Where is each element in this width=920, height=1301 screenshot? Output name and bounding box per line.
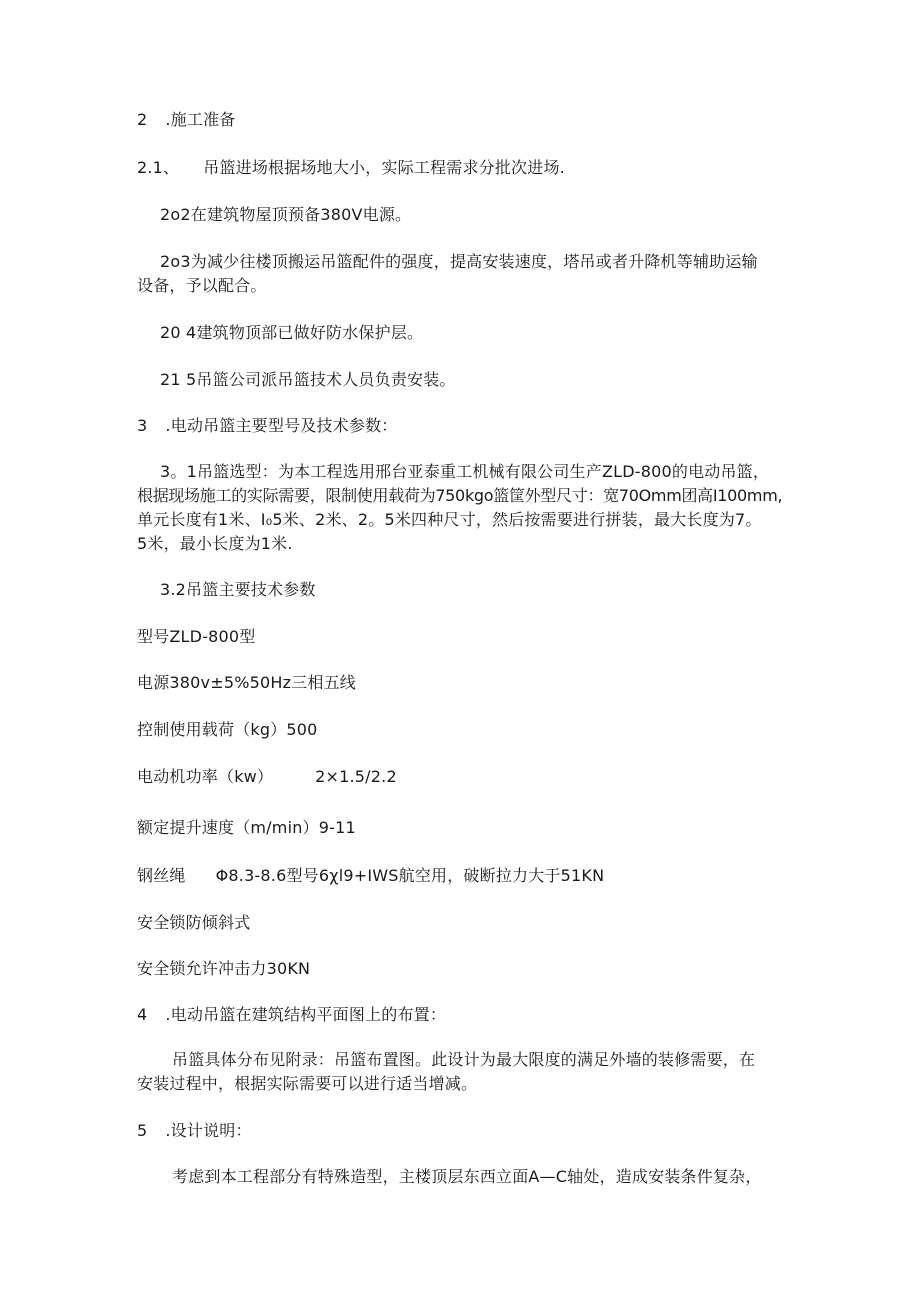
param-model: 型号ZLD-800型 (137, 627, 256, 646)
section-2-heading (137, 110, 235, 130)
param-motor-power-label: 电动机功率（kw） (137, 767, 274, 786)
param-safety-lock-type: 安全锁防倾斜式 (137, 913, 251, 932)
section-2-title: .施工准备 (165, 110, 236, 129)
section-3-title: .电动吊篮主要型号及技术参数： (165, 416, 398, 435)
section-5-number: 5 (137, 1121, 148, 1140)
param-lift-speed: 额定提升速度（m∕min）9-11 (137, 818, 356, 837)
paragraph-3-2: 3.2吊篮主要技术参数 (160, 580, 316, 599)
paragraph-3-1-line-3: 单元长度有1米、I₀5米、2米、2。5米四种尺寸，然后按需要进行拼装，最大长度为7。 (137, 510, 762, 529)
paragraph-2-4: 20 4建筑物顶部已做好防水保护层。 (160, 323, 424, 342)
section-4-heading (137, 1005, 446, 1025)
paragraph-5-line-1: 考虑到本工程部分有特殊造型，主楼顶层东西立面A—C轴处，造成安装条件复杂， (172, 1167, 762, 1186)
section-4-number: 4 (137, 1005, 148, 1024)
param-motor-power-value: 2×1.5∕2.2 (315, 767, 397, 786)
paragraph-2-1-text: 吊篮进场根据场地大小，实际工程需求分批次进场. (203, 158, 565, 177)
paragraph-3-1-line-2: 根据现场施工的实际需要，限制使用载荷为750kgo篮筐外型尺寸：宽70Omm团高I100mm, (137, 486, 783, 505)
param-power-supply: 电源380v±5%50Hz三相五线 (137, 673, 356, 692)
paragraph-2-1-number: 2.1、 (137, 158, 180, 177)
section-3-heading (137, 416, 397, 436)
paragraph-2-3-line-2: 设备，予以配合。 (137, 276, 267, 295)
section-3-number: 3 (137, 416, 148, 435)
paragraph-2-5: 21 5吊篮公司派吊篮技术人员负责安装。 (160, 370, 456, 389)
param-motor-power (137, 767, 397, 787)
paragraph-2-2: 2o2在建筑物屋顶预备380V电源。 (160, 205, 412, 224)
paragraph-2-1 (137, 158, 565, 178)
paragraph-2-3-line-1: 2o3为减少往楼顶搬运吊篮配件的强度，提高安装速度，塔吊或者升降机等辅助运输 (160, 252, 758, 271)
paragraph-3-1-line-1: 3。1吊篮选型：为本工程选用邢台亚泰重工机械有限公司生产ZLD-800的电动吊篮， (160, 462, 770, 481)
param-safety-lock-force: 安全锁允许冲击力30KN (137, 959, 311, 978)
section-5-heading (137, 1121, 252, 1141)
paragraph-3-1-line-4: 5米，最小长度为1米. (137, 534, 293, 553)
paragraph-4-line-2: 安装过程中，根据实际需要可以进行适当增减。 (137, 1074, 478, 1093)
section-5-title: .设计说明： (165, 1121, 252, 1140)
param-rated-load: 控制使用载荷（kg）500 (137, 720, 318, 739)
paragraph-4-line-1: 吊篮具体分布见附录：吊篮布置图。此设计为最大限度的满足外墙的装修需要，在 (172, 1050, 756, 1069)
section-2-number: 2 (137, 110, 148, 129)
section-4-title: .电动吊篮在建筑结构平面图上的布置： (165, 1005, 447, 1024)
param-wire-rope-label: 钢丝绳 (137, 866, 186, 885)
param-wire-rope (137, 866, 604, 886)
param-wire-rope-value: Φ8.3-8.6型号6χl9+IWS航空用，破断拉力大于51KN (215, 866, 605, 885)
